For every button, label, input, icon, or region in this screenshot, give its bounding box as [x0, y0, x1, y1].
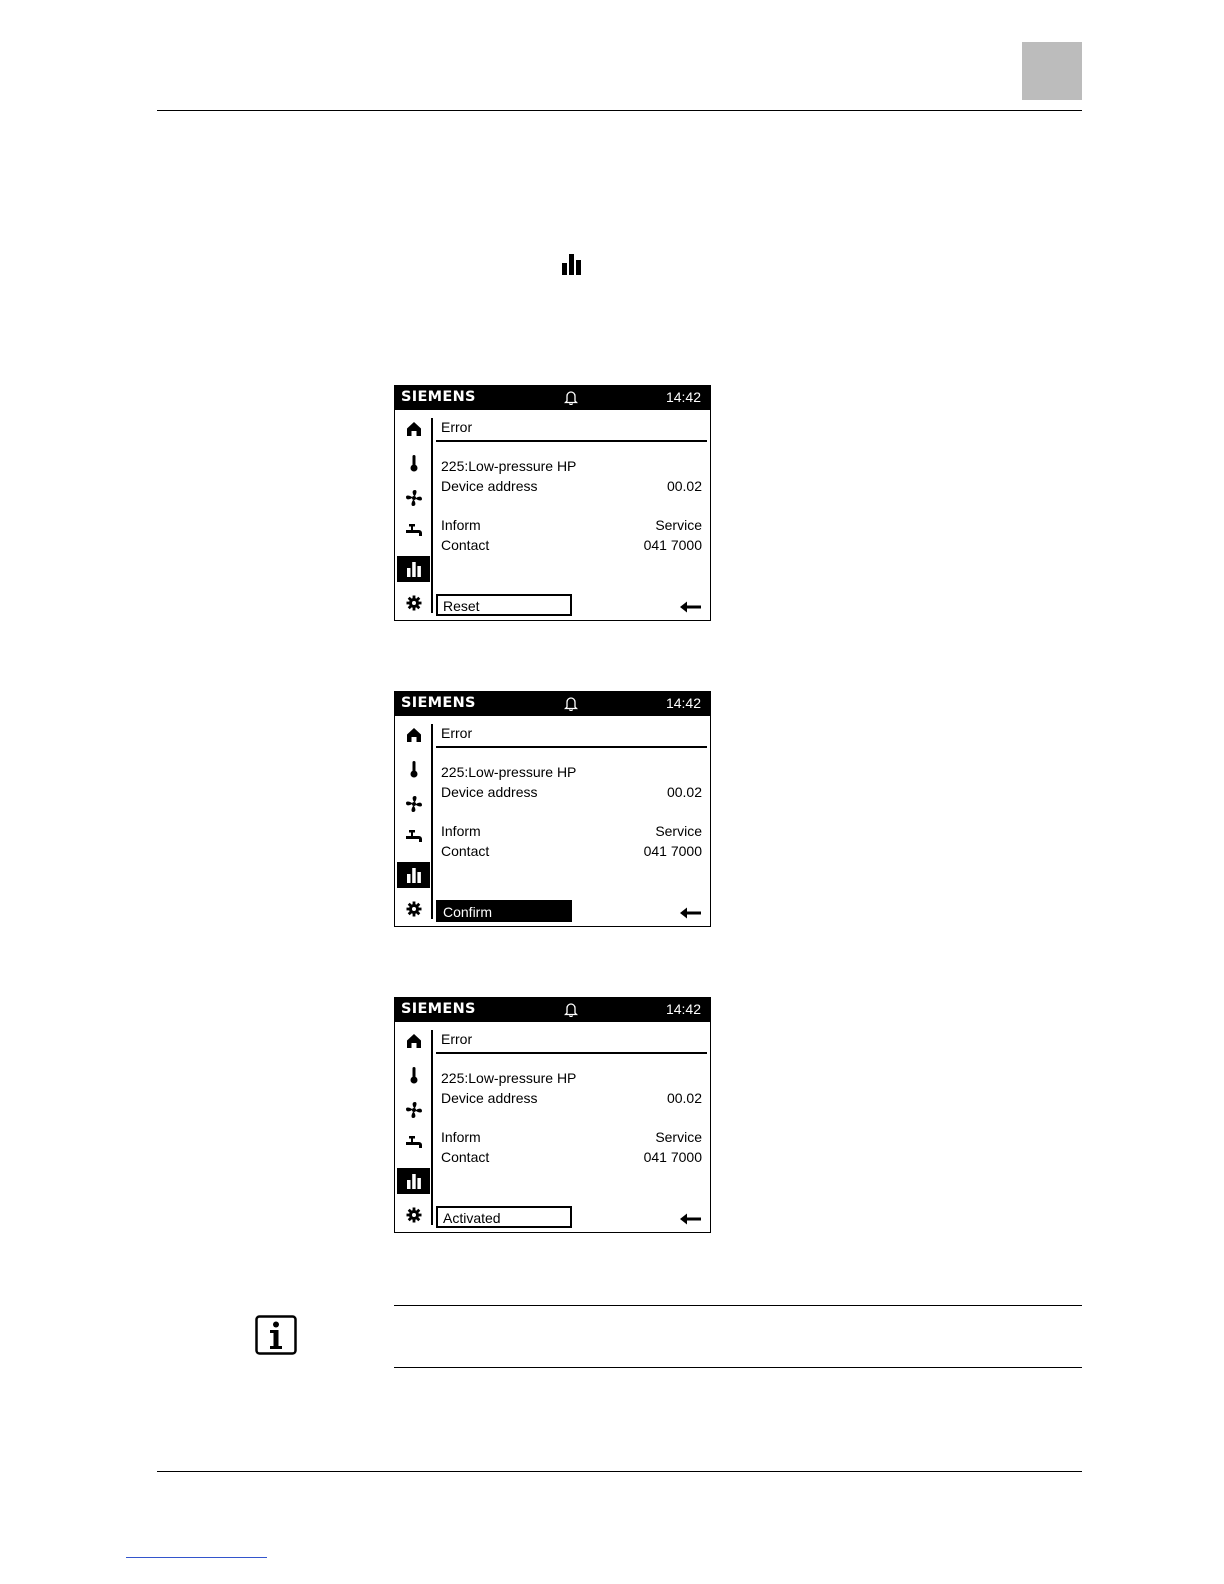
- home-icon[interactable]: [397, 722, 430, 748]
- display-screen-reset: [394, 385, 711, 621]
- footer-rule: [157, 1471, 1082, 1472]
- error-code: 225:Low-pressure HP: [441, 764, 577, 780]
- status-bar: [395, 692, 710, 716]
- tap-icon[interactable]: [397, 1130, 430, 1156]
- inform-label: Inform: [441, 1129, 481, 1145]
- thermometer-icon[interactable]: [397, 1062, 430, 1088]
- contact-label: Contact: [441, 1149, 490, 1165]
- error-code: 225:Low-pressure HP: [441, 458, 577, 474]
- device-address-label: Device address: [441, 1090, 538, 1106]
- device-address-label: Device address: [441, 784, 538, 800]
- back-arrow-icon[interactable]: [680, 1212, 702, 1228]
- bar-chart-icon[interactable]: [397, 862, 430, 888]
- siemens-logo: SIEMENS: [401, 389, 476, 405]
- device-address-row: [441, 1090, 702, 1106]
- fan-icon[interactable]: [397, 1097, 430, 1123]
- title-rule: [436, 746, 707, 748]
- inform-row: [441, 823, 702, 839]
- sidebar: [395, 716, 431, 926]
- error-code-row: [441, 764, 702, 780]
- content-area: [436, 410, 710, 620]
- bell-icon[interactable]: [564, 696, 578, 716]
- title-rule: [436, 1052, 707, 1054]
- siemens-logo: SIEMENS: [401, 695, 476, 711]
- fan-icon[interactable]: [397, 485, 430, 511]
- gear-icon[interactable]: [397, 896, 430, 922]
- bell-icon[interactable]: [564, 390, 578, 410]
- contact-label: Contact: [441, 843, 490, 859]
- contact-row: [441, 1149, 702, 1165]
- tap-icon[interactable]: [397, 518, 430, 544]
- title-rule: [436, 440, 707, 442]
- inform-row: [441, 517, 702, 533]
- thermometer-icon[interactable]: [397, 450, 430, 476]
- home-icon[interactable]: [397, 1028, 430, 1054]
- inform-value: Service: [655, 1129, 702, 1145]
- back-arrow-icon[interactable]: [680, 906, 702, 922]
- home-icon[interactable]: [397, 416, 430, 442]
- inform-label: Inform: [441, 823, 481, 839]
- contact-value: 041 7000: [643, 843, 702, 859]
- clock: 14:42: [665, 389, 701, 405]
- contact-row: [441, 537, 702, 553]
- bar-chart-icon: [561, 254, 582, 280]
- inform-label: Inform: [441, 517, 481, 533]
- contact-value: 041 7000: [643, 1149, 702, 1165]
- clock: 14:42: [665, 1001, 701, 1017]
- tap-icon[interactable]: [397, 824, 430, 850]
- inform-value: Service: [655, 823, 702, 839]
- screen-title: Error: [441, 419, 473, 435]
- sidebar-divider: [431, 724, 433, 919]
- status-bar: [395, 998, 710, 1022]
- device-address-value: 00.02: [666, 478, 702, 494]
- sidebar: [395, 410, 431, 620]
- siemens-logo: SIEMENS: [401, 1001, 476, 1017]
- error-code-row: [441, 1070, 702, 1086]
- screen-title: Error: [441, 725, 473, 741]
- device-address-value: 00.02: [666, 784, 702, 800]
- bar-chart-icon[interactable]: [397, 556, 430, 582]
- inform-value: Service: [655, 517, 702, 533]
- inform-row: [441, 1129, 702, 1145]
- contact-value: 041 7000: [643, 537, 702, 553]
- content-area: [436, 1022, 710, 1232]
- device-address-label: Device address: [441, 478, 538, 494]
- error-code: 225:Low-pressure HP: [441, 1070, 577, 1086]
- contact-row: [441, 843, 702, 859]
- device-address-row: [441, 784, 702, 800]
- bell-icon[interactable]: [564, 1002, 578, 1022]
- confirm-button[interactable]: Confirm: [436, 900, 572, 922]
- back-arrow-icon[interactable]: [680, 600, 702, 616]
- sidebar-divider: [431, 418, 433, 613]
- display-screen-confirm: [394, 691, 711, 927]
- sidebar-divider: [431, 1030, 433, 1225]
- bar-chart-icon[interactable]: [397, 1168, 430, 1194]
- status-bar: [395, 386, 710, 410]
- footer-link-underline[interactable]: [126, 1557, 267, 1558]
- fan-icon[interactable]: [397, 791, 430, 817]
- note-top-rule: [394, 1305, 1082, 1306]
- display-screen-activated: [394, 997, 711, 1233]
- device-address-row: [441, 478, 702, 494]
- chapter-tab: [1022, 42, 1082, 100]
- thermometer-icon[interactable]: [397, 756, 430, 782]
- content-area: [436, 716, 710, 926]
- info-icon: [255, 1315, 297, 1360]
- reset-button[interactable]: Reset: [436, 594, 572, 616]
- note-bottom-rule: [394, 1367, 1082, 1368]
- header-rule: [157, 110, 1082, 111]
- clock: 14:42: [665, 695, 701, 711]
- device-address-value: 00.02: [666, 1090, 702, 1106]
- activated-button[interactable]: Activated: [436, 1206, 572, 1228]
- gear-icon[interactable]: [397, 1202, 430, 1228]
- contact-label: Contact: [441, 537, 490, 553]
- error-code-row: [441, 458, 702, 474]
- screen-title: Error: [441, 1031, 473, 1047]
- gear-icon[interactable]: [397, 590, 430, 616]
- sidebar: [395, 1022, 431, 1232]
